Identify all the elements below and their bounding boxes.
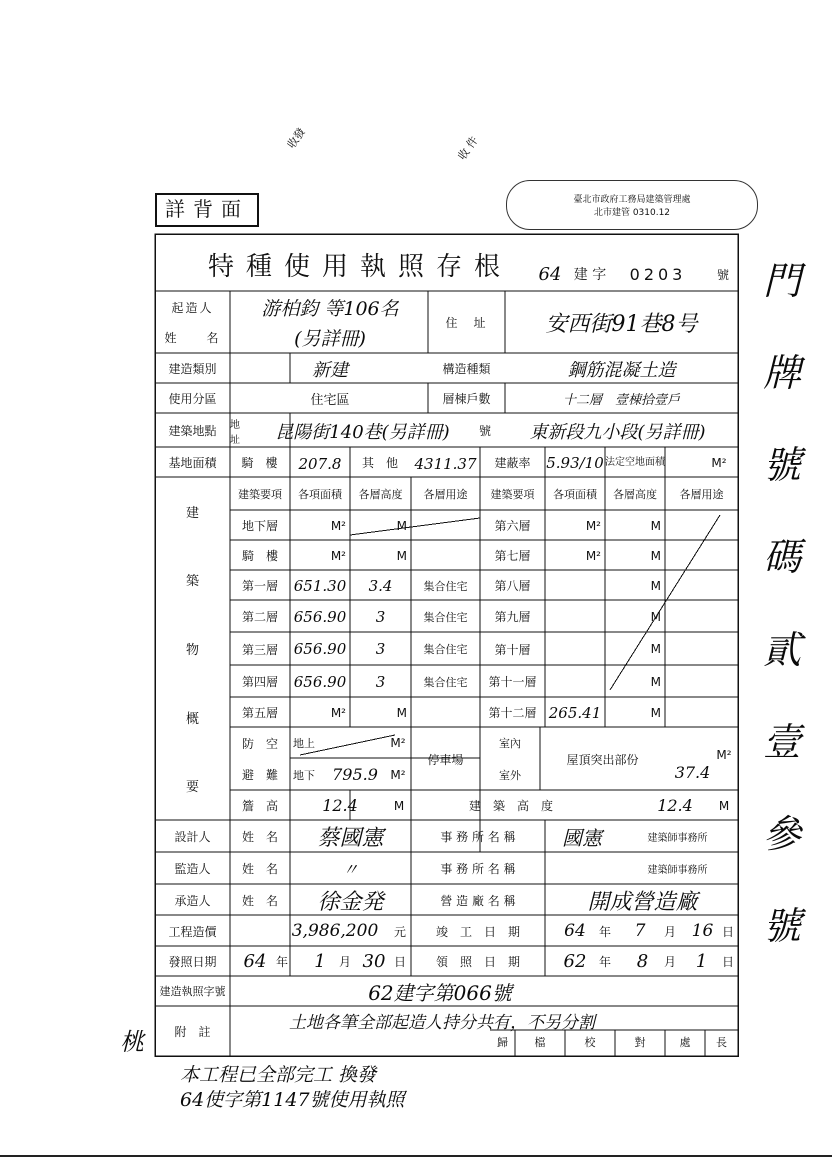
floor3-area: 656.90: [293, 640, 347, 658]
unit: M: [650, 642, 661, 656]
unit: M²: [390, 736, 406, 750]
label-coverage: 建蔽率: [494, 456, 531, 470]
shelter-below-value: 795.9: [332, 765, 378, 784]
unit: M²: [330, 548, 346, 563]
building-height-value: 12.4: [657, 796, 693, 815]
unit: M²: [330, 705, 346, 720]
label-name: 姓 名: [164, 330, 221, 345]
floor3-use: 集合住宅: [423, 643, 468, 656]
margin-char: 號: [762, 903, 801, 948]
margin-char: 號: [762, 443, 801, 488]
label-other: 其 他: [361, 456, 398, 470]
structure-value: 鋼筋混凝土造: [567, 359, 676, 381]
completion-day: 16: [691, 921, 714, 941]
unit: M: [650, 518, 661, 533]
label-building-height: 建 築 高 度: [468, 799, 553, 813]
unit-month: 月: [663, 955, 676, 969]
serial-suffix: 號: [716, 267, 729, 282]
label-civil-defense: 防 空: [241, 736, 278, 751]
col-item-left: 建築要項: [238, 488, 282, 501]
label-completion-date: 竣 工 日 期: [435, 924, 520, 939]
row-floor-2: 第二層: [241, 610, 278, 624]
label-parking: 停車場: [427, 752, 464, 767]
year-prefix: 64: [538, 263, 562, 285]
stamp-text: 臺北市政府工務局建築管理處: [573, 195, 691, 205]
label-above-ground: 地上: [293, 737, 315, 750]
receive-month: 8: [636, 951, 649, 972]
floor1-use: 集合住宅: [423, 579, 468, 593]
label-site: 建築地點: [168, 424, 217, 438]
margin-char: 門: [762, 259, 801, 303]
label-address: 住 址: [445, 315, 488, 330]
unit-month: 月: [663, 924, 676, 939]
floor2-use: 集合住宅: [423, 610, 468, 624]
label-contractor-firm: 營 造 廠 名 稱: [440, 893, 516, 908]
floor12-area: 265.41: [548, 703, 602, 722]
label-eave-height: 簷 高: [241, 799, 278, 813]
label-designer: 設計人: [174, 830, 211, 844]
label-roof: 屋頂突出部份: [566, 752, 639, 767]
floor1-area: 651.30: [293, 576, 347, 595]
zoning-value: 住宅區: [310, 393, 350, 408]
row-floor-11: 第十一層: [488, 675, 537, 689]
margin-char: 貳: [762, 627, 801, 672]
form-title: 特種使用執照存根: [207, 251, 512, 282]
overview-char: 物: [185, 642, 199, 658]
footer-col: 處: [679, 1036, 691, 1049]
unit: M: [650, 674, 661, 689]
label-receive-date: 領 照 日 期: [435, 955, 520, 969]
receive-year: 62: [563, 951, 587, 972]
label-supervisor-name: 姓 名: [241, 862, 278, 876]
designer-office-suffix: 建築師事務所: [647, 833, 708, 844]
footer-signoff: [490, 1030, 738, 1056]
issue-day: 30: [362, 951, 386, 972]
top-note-right: 收 件: [455, 134, 481, 163]
col-use-right: 各層用途: [679, 488, 724, 501]
footnote-line-1: 本工程已全部完工 換發: [180, 1064, 377, 1086]
legal-open-unit: M²: [711, 455, 727, 470]
unit: M²: [390, 767, 406, 782]
footer-col: 對: [634, 1036, 646, 1049]
row-floor-9: 第九層: [494, 610, 531, 624]
cost-value: 3,986,200: [291, 921, 379, 941]
applicant-name: 游柏鈞 等106名: [261, 297, 399, 320]
remarks-value: 土地各筆全部起造人持分共有，不另分割: [289, 1012, 595, 1032]
label-designer-name: 姓 名: [241, 830, 278, 844]
label-supervisor-office: 事 務 所 名 稱: [440, 862, 516, 876]
label-structure: 構造種類: [442, 362, 491, 376]
unit: M: [718, 798, 730, 813]
applicant-name-2: (另詳冊): [294, 327, 366, 350]
floor2-height: 3: [375, 607, 386, 626]
margin-char: 參: [762, 811, 801, 856]
margin-char: 壹: [762, 719, 801, 764]
label-applicant: 起造人: [171, 300, 214, 315]
label-outdoor: 室外: [499, 768, 521, 782]
unit: M²: [330, 518, 346, 533]
row-floor-3: 第三層: [241, 642, 278, 657]
floor1-height: 3.4: [368, 576, 393, 595]
overview-char: 概: [185, 711, 199, 727]
unit: M²: [585, 548, 601, 563]
unit: M: [396, 548, 407, 563]
side-char: 桃: [120, 1028, 144, 1056]
margin-char: 碼: [762, 535, 801, 580]
unit: M: [650, 705, 661, 720]
label-permit-no: 建造執照字號: [159, 985, 226, 998]
label-cost: 工程造價: [168, 924, 217, 939]
unit-year: 年: [275, 955, 288, 969]
site-section: 東新段九小段(另詳冊): [529, 421, 706, 443]
base-area-value: 207.8: [298, 454, 342, 473]
row-floor-7: 第七層: [494, 549, 531, 563]
designer-name: 蔡國憲: [317, 826, 384, 851]
overview-char: 築: [185, 574, 199, 590]
label-floors-units: 層棟戶數: [442, 392, 491, 406]
label-supervisor: 監造人: [174, 862, 211, 876]
roof-area-value: 37.4: [674, 763, 711, 782]
unit-day: 日: [721, 924, 734, 939]
floors-units-value: 十二層 壹棟拾壹戶: [562, 393, 680, 408]
unit: M²: [585, 518, 601, 533]
permit-no-value: 62建字第066號: [368, 981, 512, 1005]
unit-year: 年: [598, 924, 611, 939]
address-value: 安西街91巷8号: [545, 311, 698, 337]
row-floor-10: 第十層: [494, 642, 531, 657]
unit: M: [396, 518, 407, 533]
row-floor-5: 第五層: [241, 706, 278, 720]
footer-col: 校: [584, 1036, 596, 1049]
label-arcade: 騎 樓: [241, 456, 278, 470]
site-value: 昆陽街140巷(另詳冊): [275, 421, 450, 443]
unit: M: [650, 578, 661, 593]
unit: M: [650, 609, 661, 624]
label-contractor-name: 姓 名: [241, 893, 278, 908]
issue-month: 1: [314, 951, 326, 972]
overview-char: 建: [185, 505, 199, 521]
row-floor-4: 第四層: [241, 675, 278, 689]
supervisor-office-suffix: 建築師事務所: [647, 865, 708, 876]
row-floor-6: 第六層: [494, 519, 531, 533]
footnote-line-2: 64使字第1147號使用執照: [180, 1089, 405, 1111]
footer-col: 歸: [497, 1036, 508, 1049]
contractor-firm: 開成營造廠: [587, 889, 698, 915]
label-base-area: 基地面積: [168, 456, 217, 470]
label-site-ward: 號: [478, 424, 491, 438]
label-remarks: 附 註: [174, 1025, 211, 1039]
supervisor-name: 〃: [342, 860, 359, 879]
label-designer-office: 事 務 所 名 稱: [440, 830, 516, 844]
label-building-type: 建造類別: [168, 362, 217, 376]
issue-year: 64: [243, 951, 267, 972]
col-area-left: 各項面積: [298, 488, 342, 501]
receive-day: 1: [695, 951, 708, 972]
label-shelter: 避 難: [241, 768, 278, 782]
row-floor-8: 第八層: [494, 579, 531, 593]
overview-label: [155, 477, 230, 820]
row-arcade: 騎 樓: [241, 549, 278, 563]
unit-month: 月: [338, 955, 351, 969]
completion-month: 7: [634, 921, 646, 941]
other-value: 4311.37: [414, 454, 477, 473]
row-floor-1: 第一層: [241, 579, 278, 593]
floor2-area: 656.90: [293, 607, 347, 626]
label-legal-open: 法定空地面積: [605, 457, 665, 468]
unit-year: 年: [598, 955, 611, 969]
footer-col: 長: [716, 1036, 727, 1049]
overview-char: 要: [185, 780, 199, 796]
eave-height-value: 12.4: [322, 796, 358, 815]
unit: M²: [716, 748, 732, 762]
col-area-right: 各項面積: [553, 488, 597, 501]
stamp-text-2: 北市建管 0310.12: [593, 208, 671, 218]
unit-day: 日: [393, 955, 406, 969]
label-below-ground: 地下: [293, 768, 315, 782]
label-zoning: 使用分區: [168, 392, 217, 406]
row-basement: 地下層: [241, 519, 278, 533]
col-use-left: 各層用途: [423, 488, 468, 501]
unit: M: [650, 548, 661, 563]
contractor-name: 徐金発: [317, 889, 384, 915]
year-suffix: 建 字: [573, 267, 607, 283]
floor4-height: 3: [375, 672, 386, 691]
footer-col: 檔: [534, 1036, 546, 1049]
floor4-use: 集合住宅: [423, 675, 468, 689]
label-indoor: 室內: [499, 737, 521, 750]
unit: M: [396, 705, 407, 720]
floor4-area: 656.90: [293, 672, 347, 691]
margin-char: 牌: [762, 351, 801, 396]
cost-unit: 元: [393, 924, 406, 939]
label-site-sub: 地址: [230, 419, 240, 446]
col-height-left: 各層高度: [358, 488, 403, 501]
completion-year: 64: [564, 921, 586, 941]
designer-office: 國憲: [562, 826, 602, 850]
row-floor-12: 第十二層: [488, 706, 537, 720]
col-item-right: 建築要項: [490, 488, 535, 501]
label-issue-date: 發照日期: [168, 955, 217, 969]
top-note-left: 收發: [284, 125, 309, 152]
right-margin-notes: [752, 250, 812, 950]
building-type-value: 新建: [312, 359, 348, 381]
col-height-right: 各層高度: [613, 488, 657, 501]
floor3-height: 3: [375, 640, 386, 658]
label-contractor: 承造人: [174, 893, 211, 908]
unit-day: 日: [721, 955, 734, 969]
serial-number: 0203: [629, 264, 687, 284]
bottom-rule: [0, 1155, 832, 1157]
detail-side-label: 詳背面: [155, 193, 259, 227]
coverage-value: 5.93/10: [546, 453, 604, 472]
unit: M: [393, 798, 405, 813]
